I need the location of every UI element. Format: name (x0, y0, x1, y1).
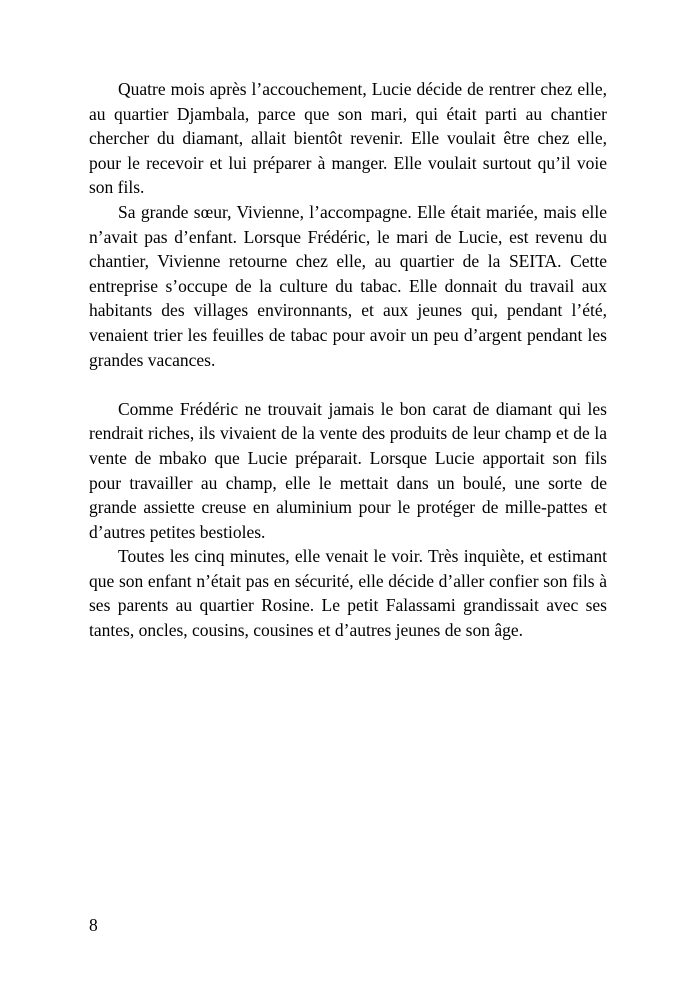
paragraph-2: Sa grande sœur, Vivienne, l’accompagne. Elle était mariée, mais elle n’avait pas d’enfant. Lorsque Frédéric, le mari de Lucie, est revenu du chantier, Vivienne retourne chez elle, au quartier de la SEITA. Cette entreprise s’occupe de la culture du tabac. Elle donnait du travail aux habitants des villages environnants, et aux jeunes qui, pendant l’été, venaient trier les feuilles de tabac pour avoir un peu d’argent pendant les grandes vacances. (89, 201, 607, 370)
paragraph-1: Quatre mois après l’accouchement, Lucie décide de rentrer chez elle, au quartier Djambala, parce que son mari, qui était parti au chantier chercher du diamant, allait bientôt revenir. Elle voulait être chez elle, pour le recevoir et lui préparer à manger. Elle voulait surtout qu’il voie son fils. (89, 79, 607, 198)
paragraph-4: Toutes les cinq minutes, elle venait le voir. Très inquiète, et estimant que son enfant n’était pas en sécurité, elle décide d’aller confier son fils à ses parents au quartier Rosine. Le petit Falassami grandissait avec ses tantes, oncles, cousins, cousines et d’autres jeunes de son âge. (89, 546, 607, 641)
paragraph-3: Comme Frédéric ne trouvait jamais le bon carat de diamant qui les rendrait riches, ils vivaient de la vente des produits de leur champ et de la vente de mbako que Lucie préparait. Lorsque Lucie apportait son fils pour travailler au champ, elle le mettait dans un boulé, une sorte de grande assiette creuse en aluminium pour le protéger de mille-pattes et d’autres petites bestioles. (89, 398, 607, 542)
page-number: 8 (89, 915, 98, 935)
body-text (89, 77, 607, 643)
